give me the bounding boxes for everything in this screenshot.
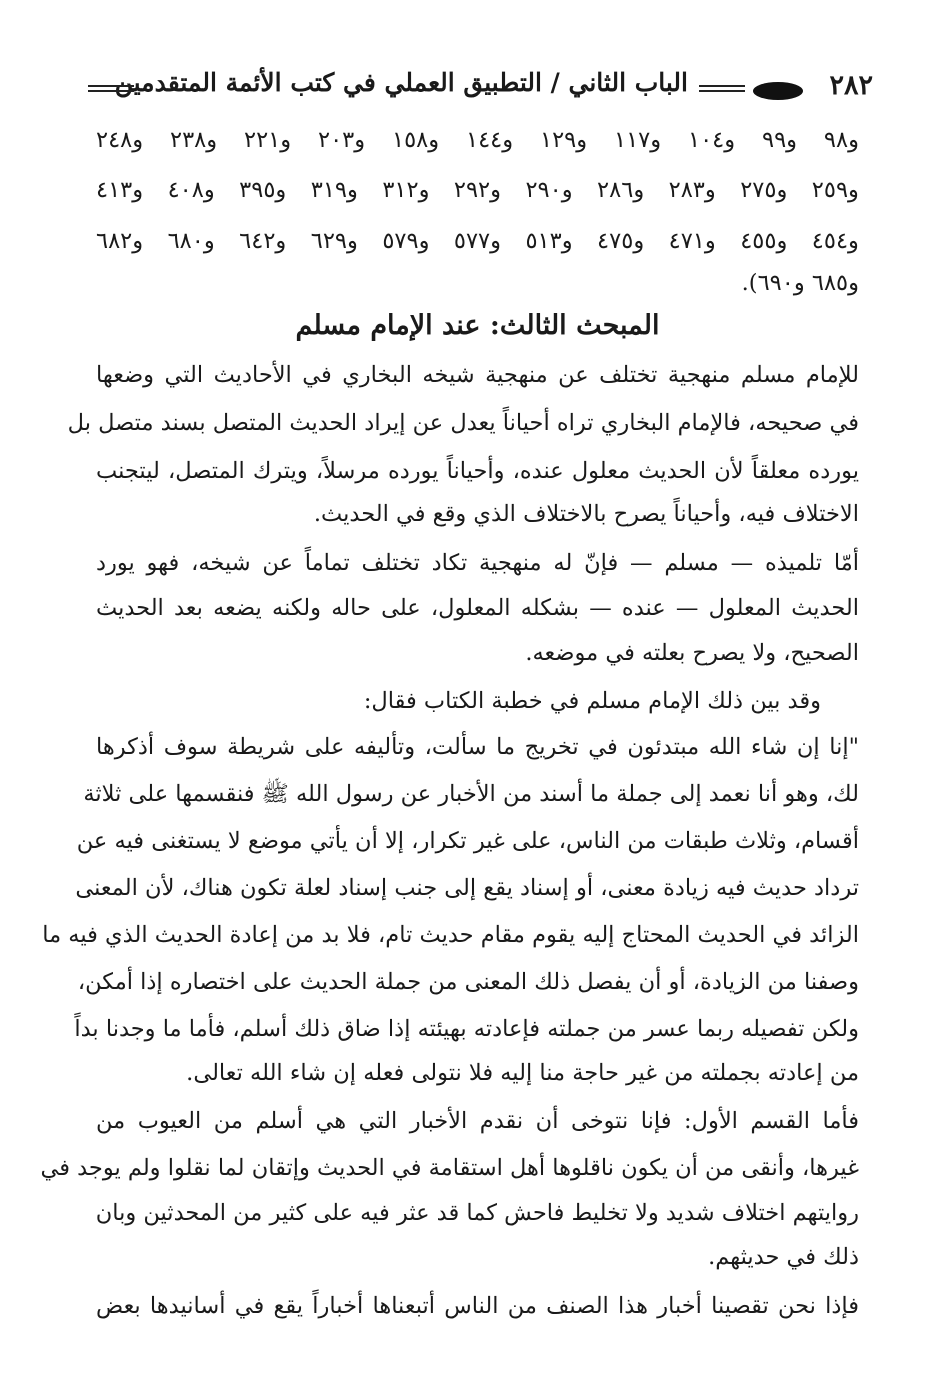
quote-line: الزائد في الحديث المحتاج إليه يقوم مقام حديث تام، فلا بد من إعادة الحديث الذي فيه ما xyxy=(42,922,859,948)
text-line: أمّا تلميذه — مسلم — فإنّ له منهجية تكاد تختلف تماماً عن شيخه، فهو يورد xyxy=(96,550,859,576)
quote-line: لك، وهو أنا نعمد إلى جملة ما أسند من الأخبار عن رسول الله ﷺ فنقسمها على ثلاثة xyxy=(83,781,859,807)
header-ornament xyxy=(753,82,803,100)
text-line: الحديث المعلول — عنده — بشكله المعلول، على حاله ولكنه يضعه بعد الحديث xyxy=(96,595,859,621)
text-line: للإمام مسلم منهجية تختلف عن منهجية شيخه البخاري في الأحاديث التي وضعها xyxy=(96,362,859,388)
quote-line: أقسام، وثلاث طبقات من الناس، على غير تكرار، إلا أن يأتي موضع لا يستغنى فيه عن xyxy=(76,828,859,854)
text-line: الصحيح، ولا يصرح بعلته في موضعه. xyxy=(525,640,859,666)
reference-list-line: و٤٥٤ و٤٥٥ و٤٧١ و٤٧٥ و٥١٣ و٥٧٧ و٥٧٩ و٦٢٩ و٦٤٢ و٦٨٠ و٦٨٢ xyxy=(96,228,859,254)
quote-line: وصفنا من الزيادة، أو أن يفصل ذلك المعنى من جملة الحديث على اختصاره إذا أمكن، xyxy=(77,969,859,995)
header-rule-left xyxy=(88,85,134,92)
quote-line: فأما القسم الأول: فإنا نتوخى أن نقدم الأخبار التي هي أسلم من العيوب من xyxy=(96,1108,859,1134)
reference-list-line: و٢٥٩ و٢٧٥ و٢٨٣ و٢٨٦ و٢٩٠ و٢٩٢ و٣١٢ و٣١٩ و٣٩٥ و٤٠٨ و٤١٣ xyxy=(96,177,859,203)
text-line: وقد بين ذلك الإمام مسلم في خطبة الكتاب فقال: xyxy=(363,688,821,714)
reference-list-line: و٦٨٥ و٦٩٠). xyxy=(741,270,859,296)
running-title: الباب الثاني / التطبيق العملي في كتب الأئمة المتقدمين xyxy=(114,68,688,97)
quote-line: "إنا إن شاء الله مبتدئون في تخريج ما سألت، وتأليفه على شريطة سوف أذكرها xyxy=(96,734,859,760)
quote-line: ولكن تفصيله ربما عسر من جملته فإعادته بهيئته إذا ضاق ذلك أسلم، فأما ما وجدنا بداً xyxy=(74,1016,859,1042)
quote-line: من إعادته بجملته من غير حاجة منا إليه فلا نتولى فعله إن شاء الله تعالى. xyxy=(186,1060,859,1086)
quote-line: روايتهم اختلاف شديد ولا تخليط فاحش كما قد عثر فيه على كثير من المحدثين وبان xyxy=(95,1200,859,1226)
text-line: يورده معلقاً لأن الحديث معلول عنده، وأحياناً يورده مرسلاً، ويترك المتصل، ليتجنب xyxy=(96,458,859,484)
page-number: ٢٨٢ xyxy=(829,70,873,101)
quote-line: فإذا نحن تقصينا أخبار هذا الصنف من الناس أتبعناها أخباراً يقع في أسانيدها بعض xyxy=(96,1293,859,1319)
header-rule-right xyxy=(699,85,745,92)
quote-line: ترداد حديث فيه زيادة معنى، أو إسناد يقع إلى جنب إسناد لعلة تكون هناك، لأن المعنى xyxy=(75,875,859,901)
running-header xyxy=(88,64,873,116)
quote-line: غيرها، وأنقى من أن يكون ناقلوها أهل استقامة في الحديث وإتقان لما نقلوا ولم يوجد في xyxy=(40,1155,859,1181)
reference-list-line: و٩٨ و٩٩ و١٠٤ و١١٧ و١٢٩ و١٤٤ و١٥٨ و٢٠٣ و٢٢١ و٢٣٨ و٢٤٨ xyxy=(96,127,859,153)
text-line: الاختلاف فيه، وأحياناً يصرح بالاختلاف الذي وقع في الحديث. xyxy=(313,501,859,527)
text-line: في صحيحه، فالإمام البخاري تراه أحياناً يعدل عن إيراد الحديث المتصل بسند متصل بل xyxy=(67,410,859,436)
quote-line: ذلك في حديثهم. xyxy=(708,1244,859,1270)
section-heading: المبحث الثالث: عند الإمام مسلم xyxy=(295,310,660,341)
